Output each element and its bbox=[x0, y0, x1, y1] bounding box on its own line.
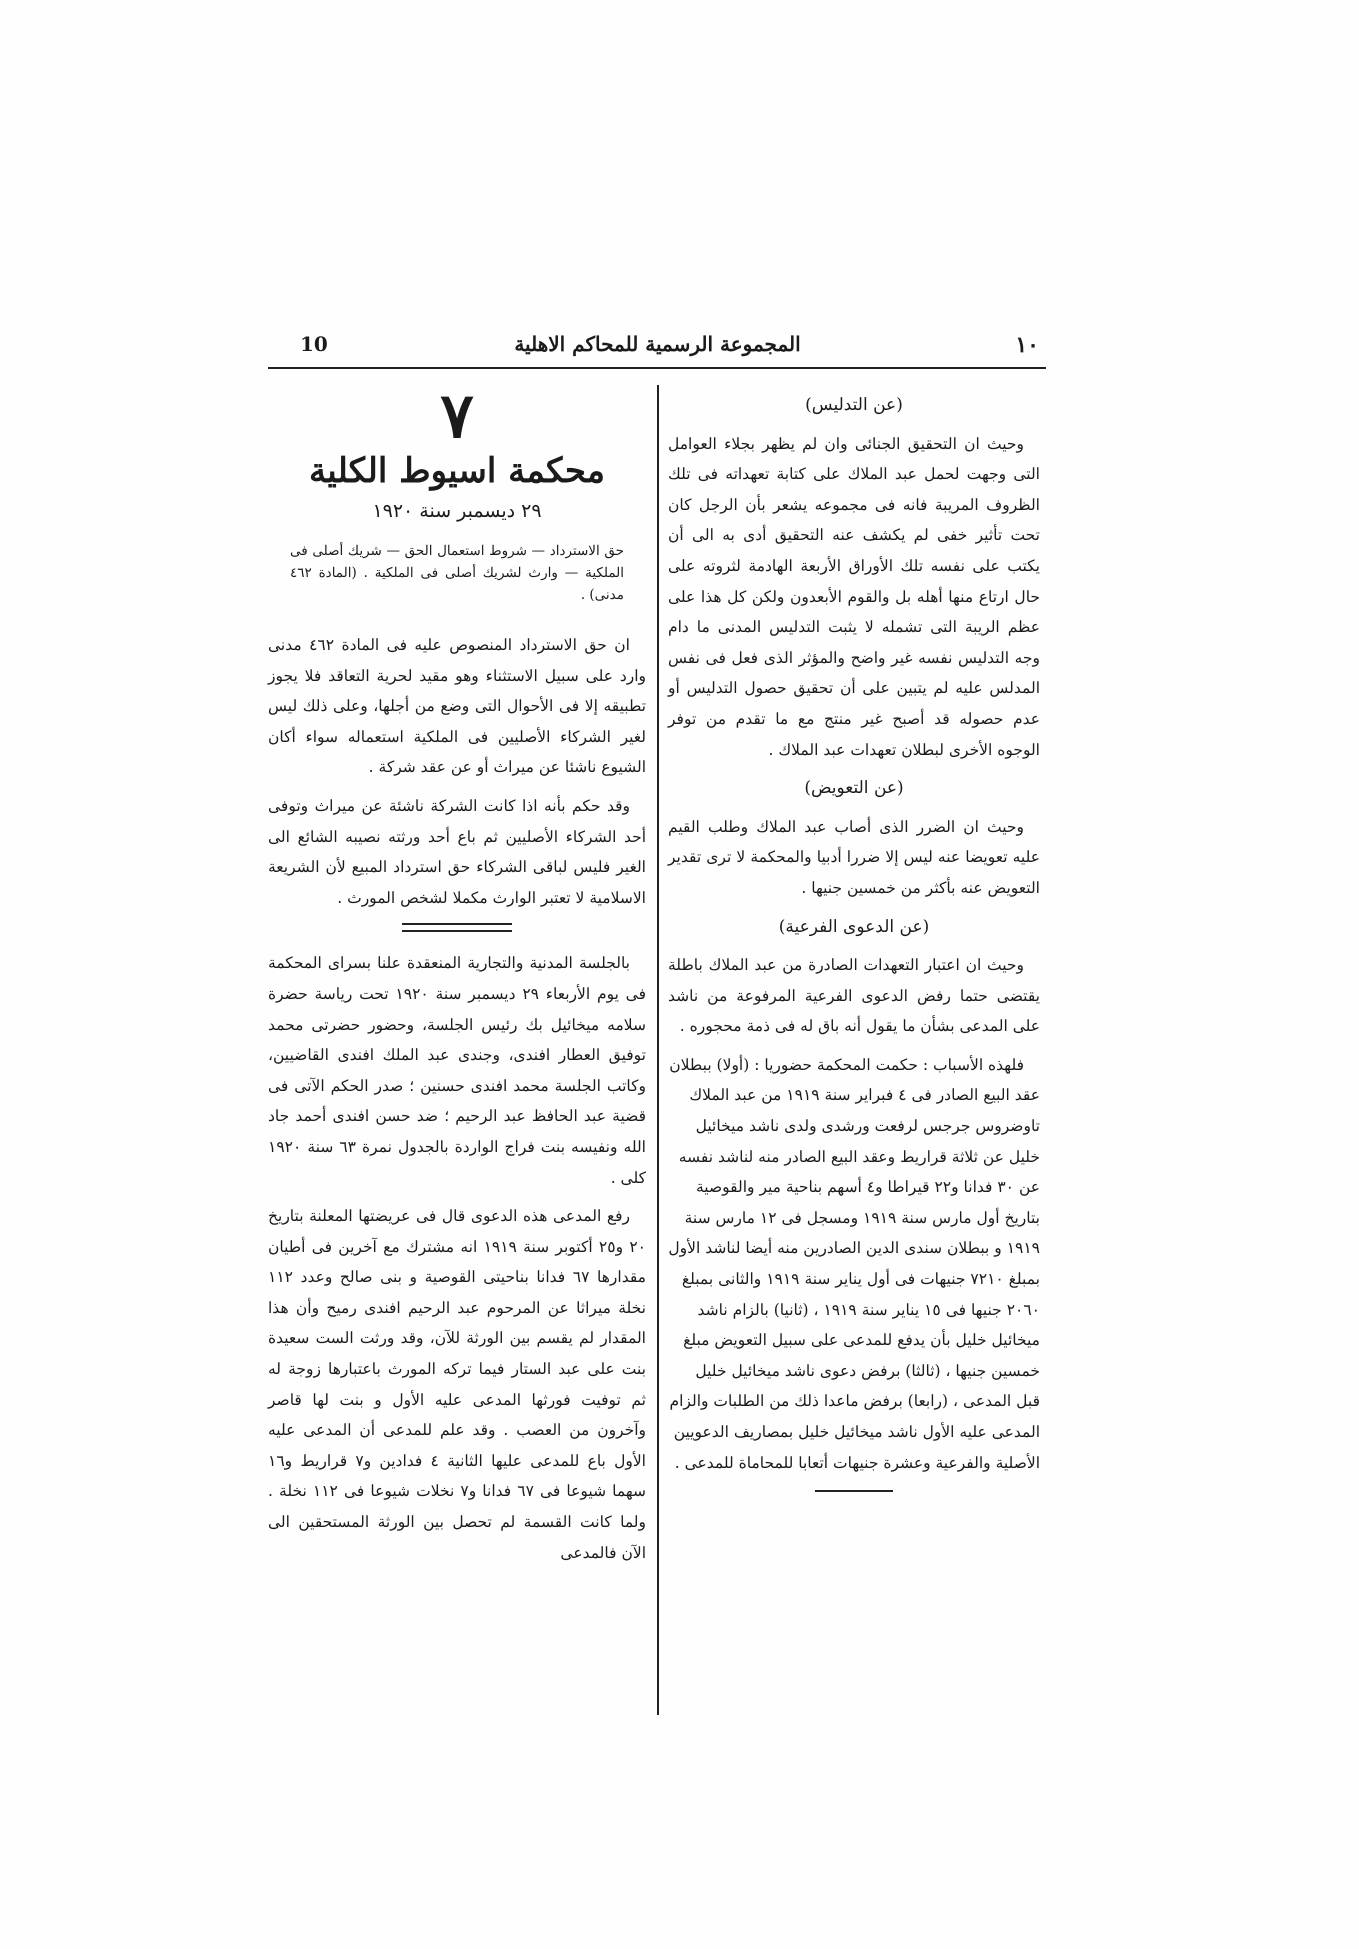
paragraph-verdict: فلهذه الأسباب : حكمت المحكمة حضوريا : (أولا) ببطلان عقد البيع الصادر فى ٤ فبراير سنة ١٩١٩ من عبد الملاك تاوضروس جرجس لرفعت ورشدى ولدى ناشد ميخائيل خليل عن ثلاثة قراريط وعقد البيع الصادر منه لناشد نفسه عن ٣٠ فدانا و٢٢ قيراطا و٤ أسهم بناحية مير والقوصية بتاريخ أول مارس سنة ١٩١٩ ومسجل فى ١٢ مارس سنة ١٩١٩ و ببطلان سندى الدين الصادرين منه أيضا لناشد الأول بمبلغ ٧٢١٠ جنيهات فى أول يناير سنة ١٩١٩ والثانى بمبلغ ٢٠٦٠ جنيها فى ١٥ يناير سنة ١٩١٩ ، (ثانيا) بالزام ناشد ميخائيل خليل بأن يدفع للمدعى على سبيل التعويض مبلغ خمسين جنيها ، (ثالثا) برفض دعوى ناشد ميخائيل خليل قبل المدعى ، (رابعا) برفض ماعدا ذلك من الطلبات والزام المدعى عليه الأول ناشد ميخائيل خليل بمصاريف الدعويين الأصلية والفرعية وعشرة جنيهات أتعابا للمحاماة للمدعى . bbox=[668, 1055, 1040, 1472]
column-separator bbox=[657, 385, 659, 1715]
paragraph-fraud: وحيث ان التحقيق الجنائى وان لم يظهر بجلاء العوامل التى وجهت لحمل عبد الملاك على كتابة تعهداته فى تلك الظروف المريبة فانه فى مجموعه يشعر بأن الرجل كان تحت تأثير خفى لم يكشف عنه التحقيق أدى به الى أن يكتب على نفسه تلك الأوراق الأربعة الهادمة لثروته على حال ارتاع منها أهله بل والقوم الأبعدون ولكن كل هذا على عظم الريبة التى تشمله لا يثبت التدليس المدنى ما دام وجه التدليس نفسه غير واضح والمؤثر الذى فعل فى نفس المدلس عليه لم يتبين على أن تحقيق حصول التدليس أو عدم حصوله قد أصبح غير منتج مع ما تقدم من توفر الوجوه الأخرى لبطلان تعهدات عبد الملاك . bbox=[668, 434, 1040, 759]
page-header bbox=[270, 332, 1045, 366]
judgment-date: ٢٩ ديسمبر سنة ١٩٢٠ bbox=[372, 500, 542, 522]
legal-principle-2: وقد حكم بأنه اذا كانت الشركة ناشئة عن ميراث وتوفى أحد الشركاء الأصليين ثم باع أحد ورثته نصيبه الشائع الى الغير فليس لباقى الشركاء حق استرداد المبيع لأن الشريعة الاسلامية لا تعتبر الوارث مكملا لشخص المورث . bbox=[268, 796, 646, 907]
facts-paragraph: رفع المدعى هذه الدعوى قال فى عريضتها المعلنة بتاريخ ٢٠ و٢٥ أكتوبر سنة ١٩١٩ انه مشترك مع آخرين فى أطيان مقدارها ٦٧ فدانا بناحيتى القوصية و بنى صالح وعدد ١١٢ نخلة ميراثا عن المرحوم عبد الرحيم افندى رميح وأن هذا المقدار لم يقسم بين الورثة للآن، وقد ورثت الست سعيدة بنت على عبد الستار فيما تركه المورث باعتبارها زوجة له ثم توفيت فورثها المدعى عليه الأول و بنت لها قاصر وآخرون من العصب . وقد علم للمدعى أن المدعى عليه الأول باع للمدعى عليها الثانية ٤ فدادين و٧ قراريط و١٦ سهما شيوعا فى ٦٧ فدانا و٧ نخلات شيوعا فى ١١٢ نخلة . ولما كانت القسمة لم تحصل بين الورثة المستحقين الى الآن فالمدعى bbox=[268, 1207, 646, 1562]
page-number-latin: 10 bbox=[300, 332, 328, 356]
case-summary: حق الاسترداد — شروط استعمال الحق — شريك أصلى فى الملكية — وارث لشريك أصلى فى الملكية . (المادة ٤٦٢ مدنى) . bbox=[290, 543, 624, 603]
page-number-arabic: ١٠ bbox=[1015, 332, 1039, 358]
session-paragraph: بالجلسة المدنية والتجارية المنعقدة علنا بسراى المحكمة فى يوم الأربعاء ٢٩ ديسمبر سنة ١٩٢٠ تحت رياسة حضرة سلامه ميخائيل بك رئيس الجلسة، وحضور حضرتى محمد توفيق العطار افندى، وجندى عبد الملك افندى القاضيين، وكاتب الجلسة محمد افندى حسنين ؛ صدر الحكم الآتى فى قضية عبد الحافظ عبد الرحيم ؛ ضد حسن افندى أحمد جاد الله ونفيسه بنت فراج الواردة بالجدول نمرة ٦٣ سنة ١٩٢٠ كلى . bbox=[268, 954, 647, 1187]
right-column bbox=[668, 384, 1040, 1492]
legal-principle-1: ان حق الاسترداد المنصوص عليه فى المادة ٤٦٢ مدنى وارد على سبيل الاستثناء وهو مقيد لحرية التعاقد فلا يجوز تطبيقه إلا فى الأحوال التى وضع من أجلها، وعلى ذلك ليس لغير الشركاء الأصليين فى الملكية استعماله سواء أكان الشيوع ناشئا عن ميراث أو عن عقد شركة . bbox=[268, 636, 646, 777]
section-divider bbox=[402, 923, 512, 932]
section-heading-compensation: (عن التعويض) bbox=[804, 778, 904, 799]
header-rule bbox=[268, 367, 1046, 369]
paragraph-counterclaim: وحيث ان اعتبار التعهدات الصادرة من عبد الملاك باطلة يقتضى حتما رفض الدعوى الفرعية المرفوعة من ناشد على المدعى بشأن ما يقول أنه باق له فى ذمة محجوره . bbox=[668, 956, 1040, 1036]
court-name: محكمة اسيوط الكلية bbox=[308, 451, 606, 491]
left-column bbox=[268, 379, 647, 1576]
publication-title: المجموعة الرسمية للمحاكم الاهلية bbox=[514, 332, 801, 356]
section-heading-fraud: (عن التدليس) bbox=[805, 395, 903, 415]
end-rule bbox=[815, 1490, 893, 1492]
case-number: ٧ bbox=[440, 379, 474, 452]
section-heading-counterclaim: (عن الدعوى الفرعية) bbox=[778, 916, 930, 937]
paragraph-compensation: وحيث ان الضرر الذى أصاب عبد الملاك وطلب القيم عليه تعويضا عنه ليس إلا ضررا أدبيا والمحكمة لا ترى تقدير التعويض عنه بأكثر من خمسين جنيها . bbox=[668, 817, 1040, 897]
